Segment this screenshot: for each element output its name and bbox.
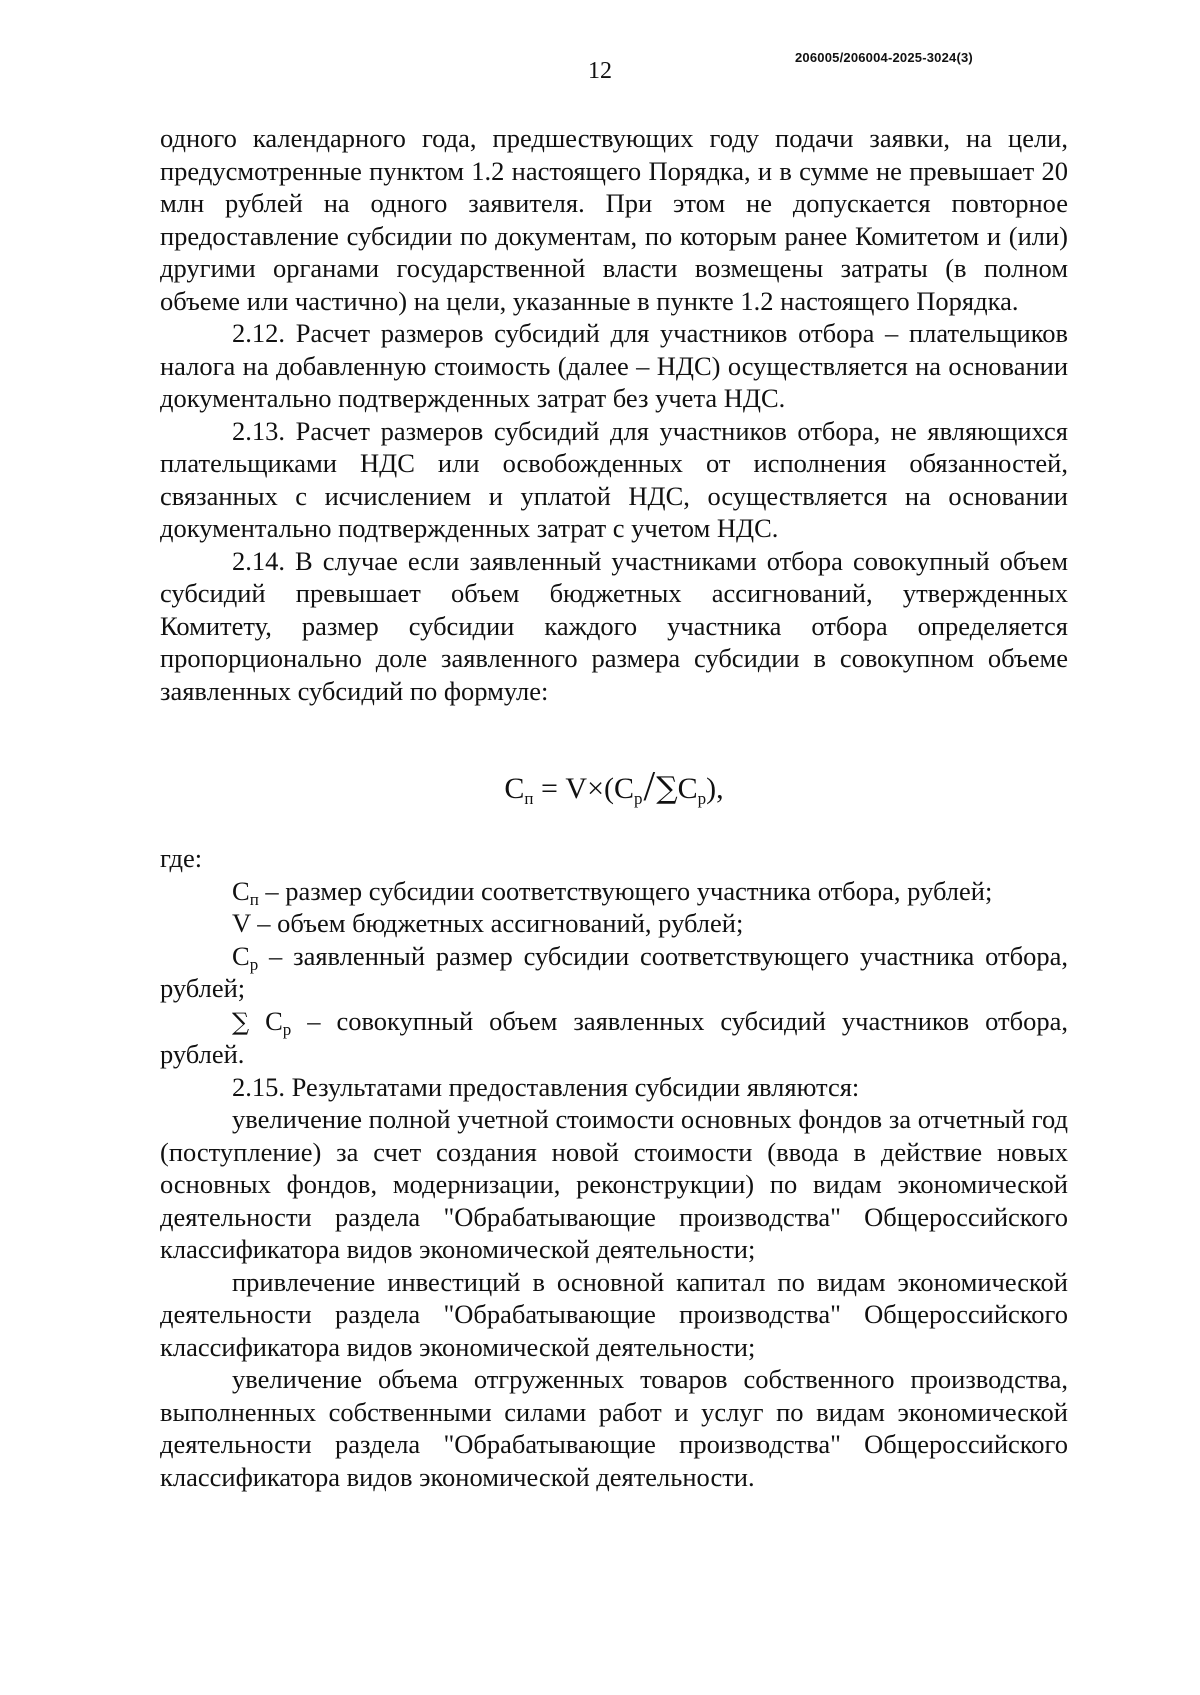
formula-times: × <box>587 771 604 805</box>
definition-cp <box>160 875 1068 908</box>
definition-text: – размер субсидии соответствующего участника отбора, рублей; <box>258 875 993 906</box>
definition-text: – заявленный размер субсидии соответствующего участника отбора, рублей; <box>160 940 1068 1003</box>
definition-text: – объем бюджетных ассигнований, рублей; <box>250 908 744 938</box>
formula-subscript: р <box>634 788 643 808</box>
definition-text: – совокупный объем заявленных субсидий участников отбора, рублей. <box>160 1005 1069 1069</box>
definition-subscript: р <box>282 1019 292 1039</box>
definition-symbol: C <box>232 875 250 906</box>
formula-division-slash: / <box>643 763 656 810</box>
formula-symbol-cp: C <box>504 771 525 805</box>
result-item-2: привлечение инвестиций в основной капитал по видам экономической деятельности раздела "Обрабатывающие производства" Общероссийского классификатора видов экономической деятельности; <box>160 1266 1068 1362</box>
formula-symbol-v: V <box>565 771 588 805</box>
paragraph-2-15: 2.15. Результатами предоставления субсидии являются: <box>232 1071 860 1102</box>
sum-sign: ∑ <box>656 770 678 806</box>
definition-cr <box>160 940 1068 1005</box>
formula-open-paren: ( <box>604 771 614 805</box>
formula-block <box>160 707 1068 842</box>
paragraph-2-12: 2.12. Расчет размеров субсидий для участников отбора – плательщиков налога на добавленную стоимость (далее – НДС) осуществляется на основании документально подтвержденных затрат без учета НДС. <box>160 318 1068 413</box>
definition-symbol: C <box>232 940 250 971</box>
document-body <box>160 122 1068 1493</box>
definition-symbol: C <box>265 1005 283 1036</box>
formula-close-paren: ), <box>706 771 724 805</box>
formula-symbol-cr: C <box>677 771 698 805</box>
definition-v <box>160 907 1068 940</box>
sum-sign: ∑ <box>232 1007 250 1036</box>
formula-subscript: р <box>697 788 707 808</box>
definition-subscript: п <box>249 889 259 909</box>
result-item-3: увеличение объема отгруженных товаров собственного производства, выполненных собственными силами работ и услуг по видам экономической деятельности раздела "Обрабатывающие производства" Общероссийского классификатора видов экономической деятельности. <box>160 1364 1068 1492</box>
subsidy-formula <box>504 763 724 810</box>
formula-equals: = <box>533 771 566 805</box>
definition-sum-cr <box>160 1005 1068 1071</box>
definition-subscript: р <box>249 954 259 974</box>
where-label: где: <box>160 843 203 873</box>
paragraph-2-14: 2.14. В случае если заявленный участниками отбора совокупный объем субсидий превышает объем бюджетных ассигнований, утвержденных Комитету, размер субсидии каждого участника отбора определяется пропорционально доле заявленного размера субсидии в совокупном объеме заявленных субсидий по формуле: <box>160 545 1068 706</box>
formula-subscript: п <box>524 788 534 808</box>
paragraph-continuation: одного календарного года, предшествующих году подачи заявки, на цели, предусмотренные пунктом 1.2 настоящего Порядка, и в сумме не превышает 20 млн рублей на одного заявителя. При этом не допускается повторное предоставление субсидии по документам, по которым ранее Комитетом и (или) другими органами государственной власти возмещены затраты (в полном объеме или частично) на цели, указанные в пункте 1.2 настоящего Порядка. <box>160 123 1068 316</box>
definition-symbol: V <box>232 908 251 938</box>
formula-symbol-cr: C <box>614 771 635 805</box>
document-code: 206005/206004-2025-3024(3) <box>795 50 973 65</box>
result-item-1: увеличение полной учетной стоимости основных фондов за отчетный год (поступление) за счет создания новой стоимости (ввода в действие новых основных фондов, модернизации, реконструкции) по видам экономической деятельности раздела "Обрабатывающие производства" Общероссийского классификатора видов экономической деятельности; <box>160 1104 1068 1264</box>
paragraph-2-13: 2.13. Расчет размеров субсидий для участников отбора, не являющихся плательщиками НДС или освобожденных от исполнения обязанностей, связанных с исчислением и уплатой НДС, осуществляется на основании документально подтвержденных затрат с учетом НДС. <box>160 415 1068 543</box>
page-number: 12 <box>588 58 612 84</box>
